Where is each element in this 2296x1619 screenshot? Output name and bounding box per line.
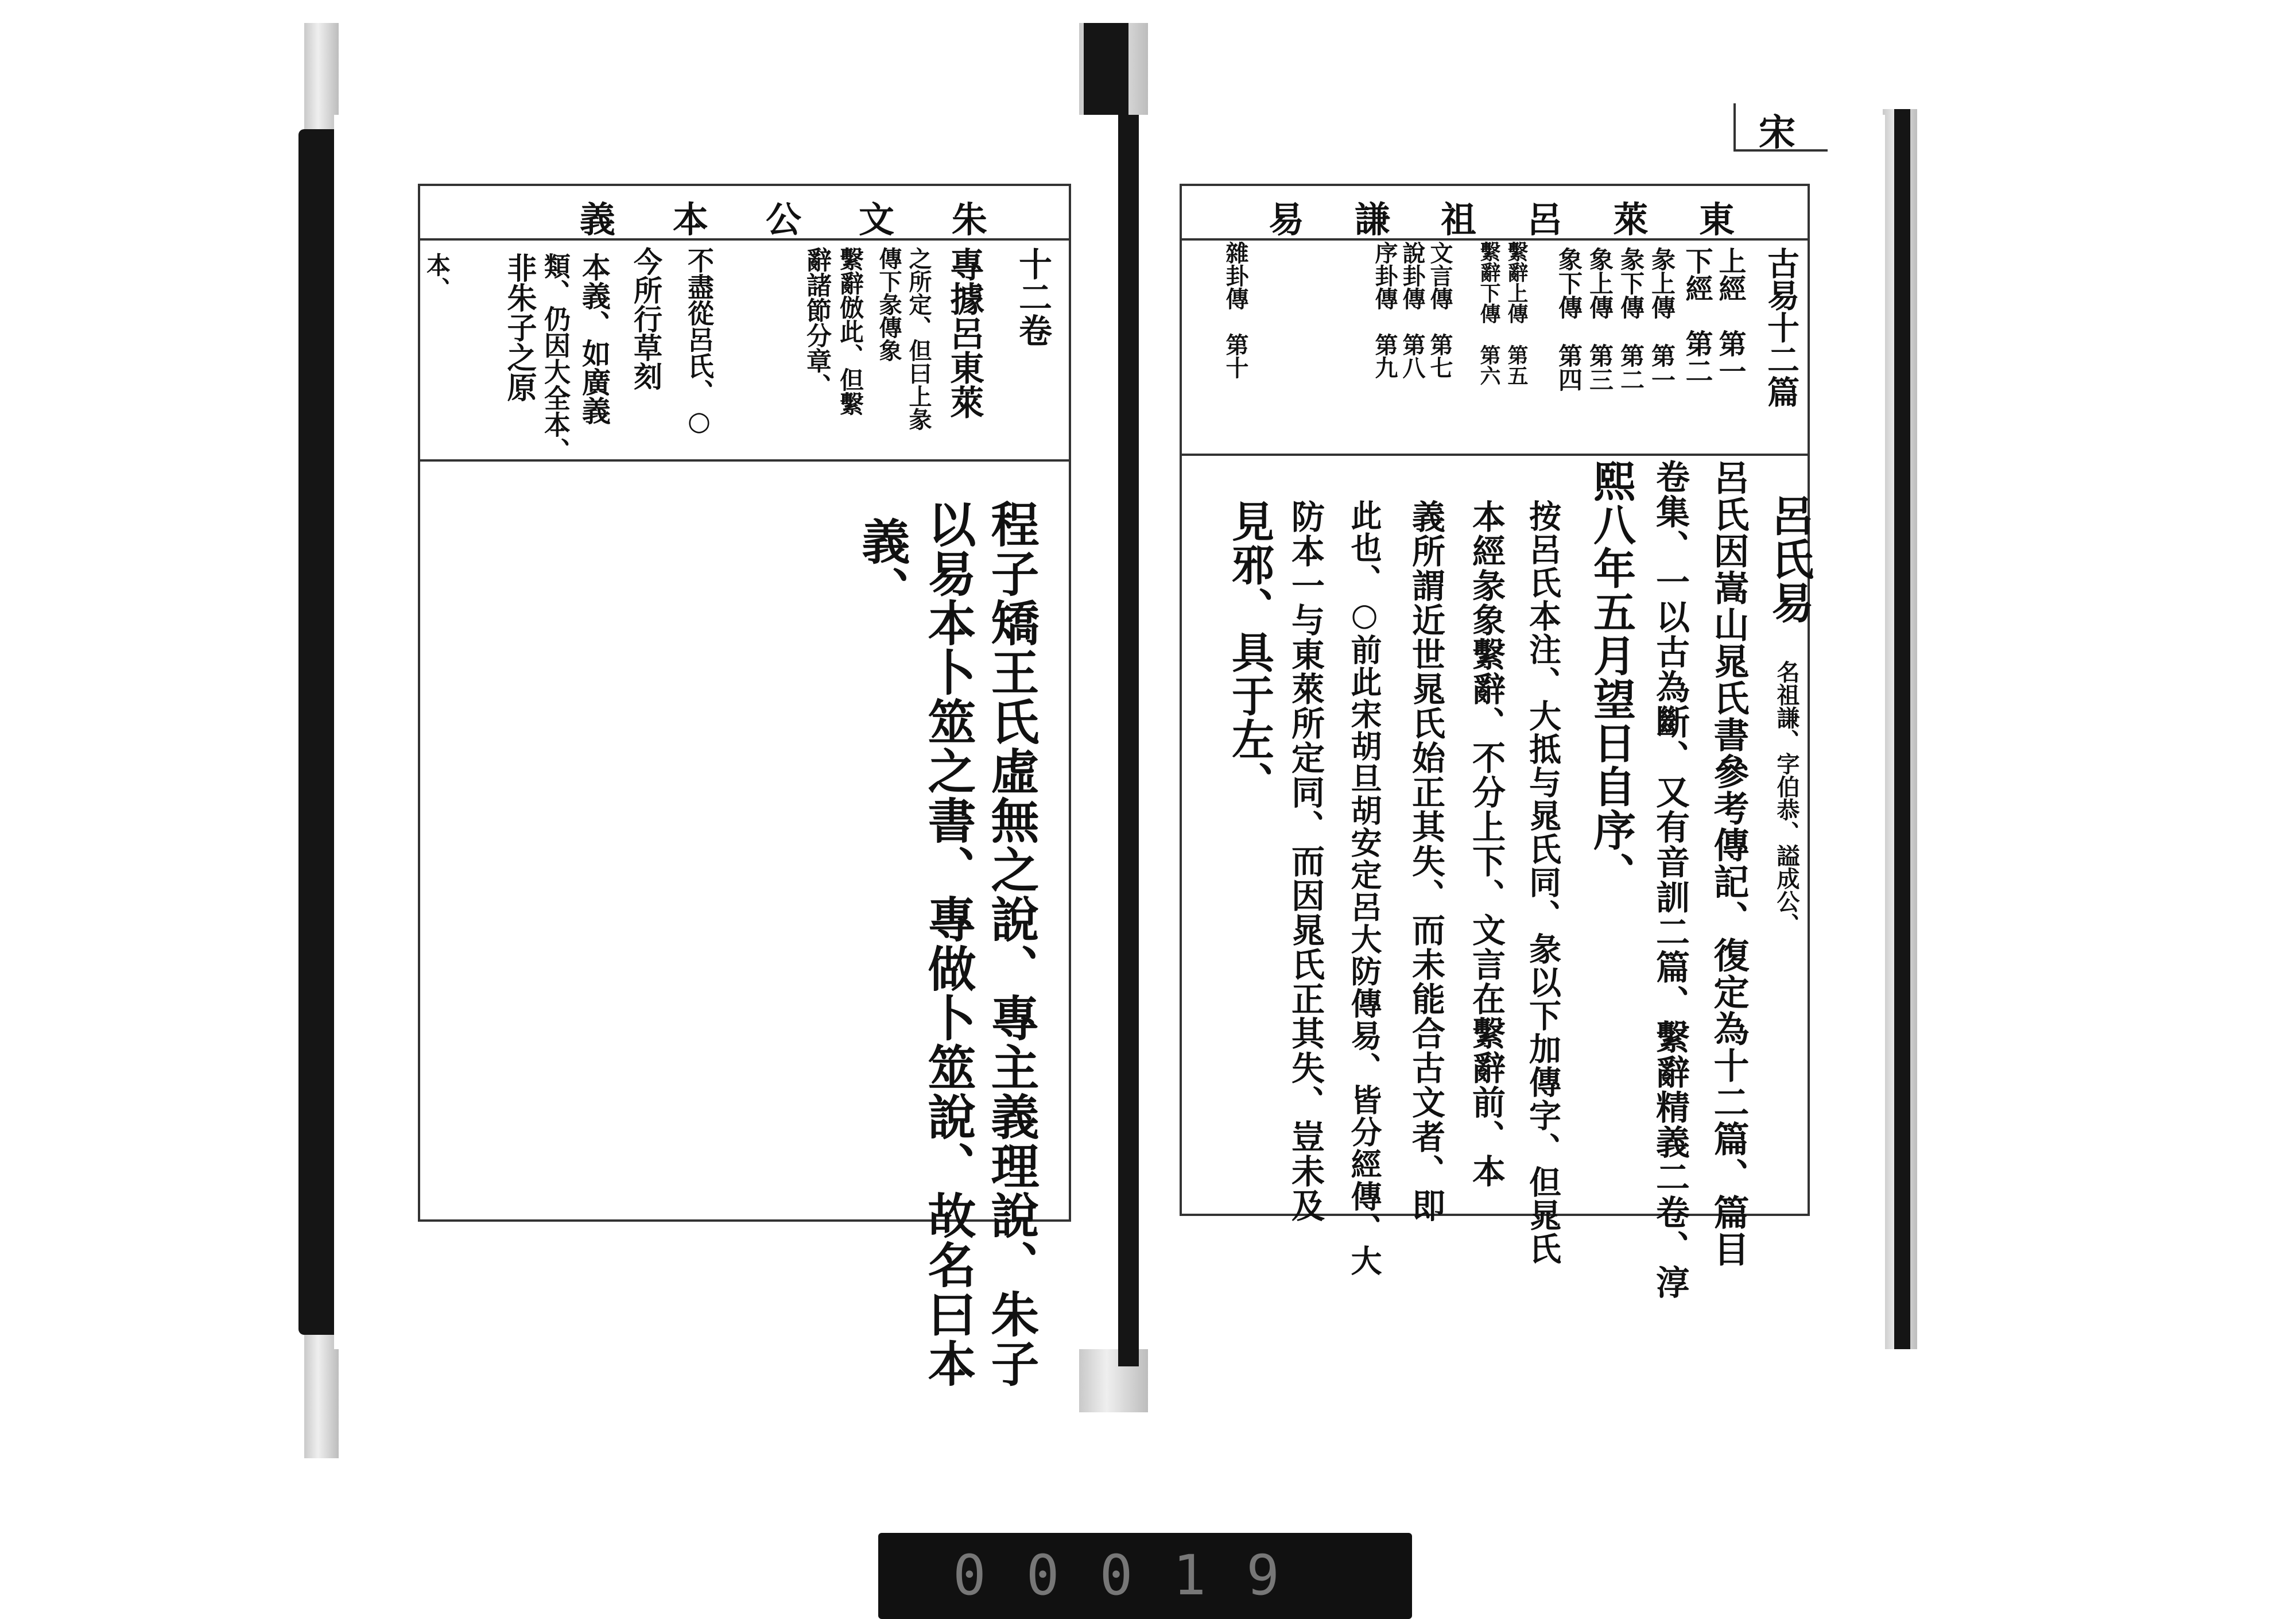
left-table-col: 繫辭倣此、但繫: [836, 247, 864, 416]
archive-number: 00019: [953, 1543, 1320, 1608]
right-body-col: 呂氏因嵩山晁氏書參考傳記、復定為十二篇、篇目: [1708, 459, 1750, 1268]
spine-top-strip: [1084, 23, 1128, 121]
right-table-row: 下經 第二: [1681, 247, 1713, 385]
left-body-col: 程子矯王氏虛無之說、專主義理說、朱子: [983, 499, 1040, 1388]
right-table-row: 彖下傳 第二: [1617, 247, 1645, 392]
left-table-col: 傳下彖傳象: [875, 247, 902, 362]
left-table-col: 不盡從呂氏、○: [684, 247, 715, 436]
right-table-row: 序卦傳 第九: [1371, 241, 1398, 379]
right-table-row: 雜卦傳 第十: [1222, 241, 1249, 379]
right-table-row: 彖上傳 第一: [1648, 247, 1676, 392]
left-table-col: 非朱子之原: [502, 253, 537, 402]
corner-tag-text: 宋: [1759, 111, 1795, 154]
right-body-col: 按呂氏本注、大抵与晁氏同、彖以下加傳字、但晁氏: [1524, 499, 1562, 1265]
right-table-row: 繫辭上傳 第五: [1504, 241, 1529, 386]
right-table-title: 古易十二篇: [1762, 247, 1800, 408]
corner-tag: [1733, 103, 1828, 152]
left-table-col: 專據呂東萊: [944, 247, 984, 419]
right-table-row: 說卦傳 第八: [1399, 241, 1426, 379]
right-table-rule: [1180, 454, 1808, 456]
right-table-row: 象上傳 第三: [1586, 247, 1614, 392]
right-body-col: 卷集、一以古為斷、又有音訓二篇、繫辭精義二卷、淳: [1650, 459, 1690, 1300]
left-heading-text: 朱文公本義: [579, 199, 1045, 241]
right-table-row: 象下傳 第四: [1555, 247, 1583, 392]
right-body-col: 見邪、具于左、: [1225, 499, 1274, 805]
left-heading: [494, 187, 1045, 241]
spine-gutter: [1118, 115, 1139, 1366]
left-table-col: 今所行草刻: [629, 247, 663, 390]
right-table-row: 文言傳 第七: [1426, 241, 1453, 379]
right-heading-text: 東萊呂祖謙易: [1268, 199, 1785, 241]
right-body-col: 防本一与東萊所定同、而因晁氏正其失、豈未及: [1286, 499, 1325, 1223]
right-cover-edge: [1894, 109, 1910, 1349]
archive-number-box: [878, 1533, 1412, 1619]
left-cover-edge: [298, 129, 334, 1335]
left-table-col: 本義、如廣義: [577, 253, 611, 425]
right-body-col: 熙八年五月望日自序、: [1587, 459, 1636, 896]
right-body-col: 此也、○前此宋胡旦胡安定呂大防傳易、皆分經傳、大: [1346, 499, 1383, 1277]
left-body-col: 以易本卜筮之書、專做卜筮說、故名曰本: [920, 499, 977, 1388]
left-table-col: 之所定、但曰上彖: [905, 247, 932, 431]
right-body-title: 呂氏易: [1764, 494, 1814, 625]
left-table-col: 辭諸節分章、: [802, 247, 831, 398]
left-table-col: 本、: [423, 253, 451, 301]
left-body-col: 義、: [854, 517, 911, 615]
right-body-note: 名祖謙、字伯恭、謚成公、: [1773, 660, 1800, 936]
right-table-row: 上經 第一: [1714, 247, 1746, 385]
right-body-col: 義所謂近世晁氏始正其失、而未能合古文者、即: [1406, 499, 1445, 1223]
right-table-row: 繫辭下傳 第六: [1477, 241, 1501, 386]
left-table-col: 十二卷: [1013, 247, 1052, 347]
right-body-col: 本經彖象繫辭、不分上下、文言在繫辭前、本: [1467, 499, 1506, 1188]
left-table-rule: [418, 459, 1069, 462]
left-table-col: 類、仍因大全本、: [540, 253, 571, 464]
right-heading: [1211, 187, 1785, 241]
